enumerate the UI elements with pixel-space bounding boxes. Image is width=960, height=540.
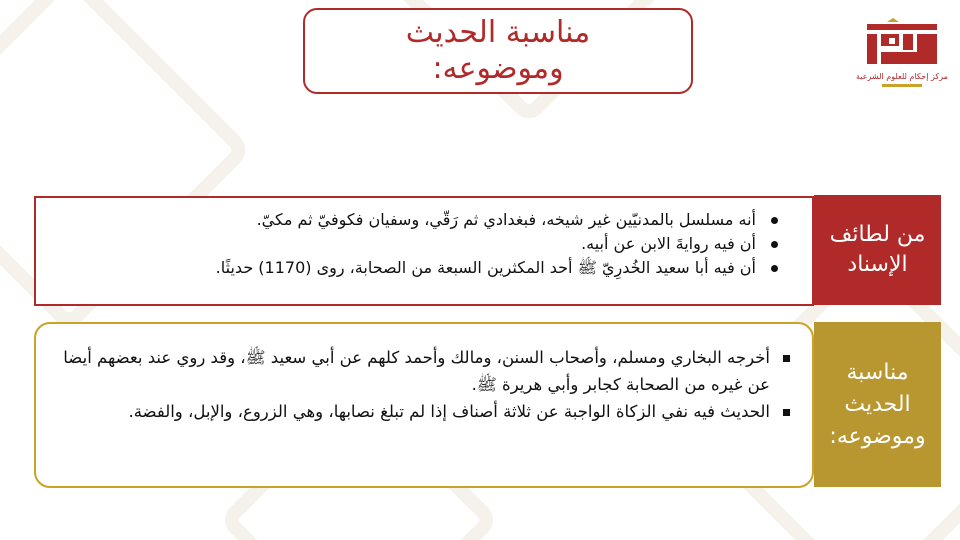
- section-label-line: الحديث: [845, 391, 912, 417]
- list-item-text: أن فيه روايةَ الابن عن أبيه.: [582, 234, 757, 253]
- bullet-icon: [772, 217, 779, 224]
- slide-title-line-2: وموضوعه:: [433, 51, 565, 86]
- section-label-line: من لطائف: [830, 222, 927, 247]
- list-item-text: أنه مسلسل بالمدنيّين غير شيخه، فبغدادي ثم رَقّي، وسفيان فكوفيّ ثم مكيّ.: [257, 210, 757, 229]
- list-item-text: الحديث فيه نفي الزكاة الواجبة عن ثلاثة أصناف إذا لم تبلغ نصابها، وهي الزروع، والإبل، والفضة.: [129, 402, 771, 421]
- list-item: [47, 398, 793, 425]
- section-content-occasion: [35, 322, 815, 488]
- bullet-icon: [772, 265, 779, 272]
- square-bullet-icon: [784, 409, 791, 416]
- bullet-icon: [772, 241, 779, 248]
- section-content-isnad: [35, 196, 815, 306]
- organization-logo: [857, 18, 949, 96]
- logo-underline: [883, 84, 923, 87]
- bullet-list: [47, 344, 793, 425]
- slide-title-line-1: مناسبة الحديث: [406, 15, 592, 50]
- bullet-list: [57, 208, 779, 280]
- section-label-occasion: [815, 322, 942, 487]
- list-item: [47, 344, 793, 398]
- section-label-isnad: [815, 195, 942, 305]
- logo-icon: [866, 18, 940, 68]
- list-item: [57, 232, 779, 256]
- section-label-line: مناسبة: [847, 359, 910, 385]
- list-item: [57, 208, 779, 232]
- list-item: [57, 256, 779, 280]
- square-bullet-icon: [784, 355, 791, 362]
- logo-caption: مركز إحكام للعلوم الشرعية: [857, 72, 949, 81]
- section-label-line: الإسناد: [848, 252, 909, 277]
- section-label-line: وموضوعه:: [830, 423, 927, 449]
- list-item-text: أن فيه أبا سعيد الخُدرِيّ ﷺ أحد المكثرين السبعة من الصحابة، روى (1170) حديثًا.: [216, 258, 757, 277]
- list-item-text: أخرجه البخاري ومسلم، وأصحاب السنن، ومالك وأحمد كلهم عن أبي سعيد ﷺ، وقد روي عند بعضهم أيضا عن غيره من الصحابة كجابر وأبي هريرة ﷺ.: [64, 348, 771, 394]
- slide-title-box: [304, 8, 694, 94]
